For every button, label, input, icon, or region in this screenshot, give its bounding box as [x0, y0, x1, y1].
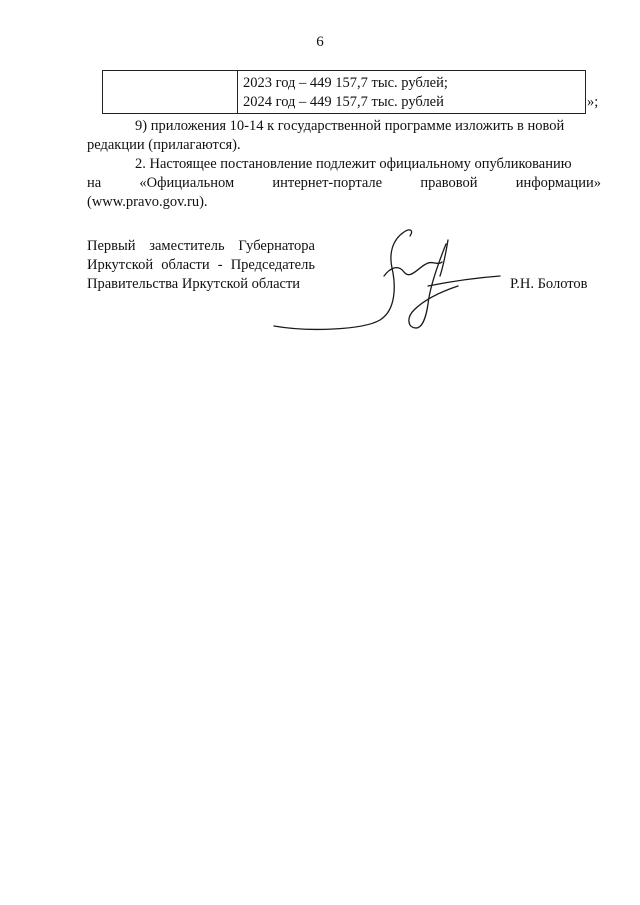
signatory-word: - [217, 257, 223, 273]
budget-table-fragment [102, 70, 586, 114]
paragraph-2-word: на [87, 175, 102, 191]
table-cell-funding [243, 74, 448, 112]
signatory-word: заместитель [149, 238, 225, 254]
signatory-word: Первый [87, 238, 136, 254]
signer-name: Р.Н. Болотов [510, 276, 588, 292]
paragraph-2-line-2 [87, 174, 601, 193]
funding-line-2023: 2023 год – 449 157,7 тыс. рублей; [243, 75, 448, 91]
paragraph-2-word: интернет-портале [272, 175, 383, 191]
paragraph-2-line-1: 2. Настоящее постановление подлежит официальному опубликованию [135, 156, 572, 172]
signatory-word: Председатель [230, 257, 315, 273]
handwritten-signature [268, 224, 508, 339]
paragraph-2-line-3: (www.pravo.gov.ru). [87, 194, 208, 210]
closing-quote: »; [587, 94, 599, 110]
table-column-divider [237, 71, 238, 113]
signatory-word: Иркутской [87, 257, 154, 273]
page-number: 6 [316, 34, 324, 50]
paragraph-item-2 [87, 155, 601, 212]
funding-line-2024: 2024 год – 449 157,7 тыс. рублей [243, 94, 444, 110]
signatory-word: Губернатора [238, 238, 315, 254]
signatory-word: области [161, 257, 210, 273]
signatory-line-3: Правительства Иркутской области [87, 276, 301, 292]
paragraph-2-word: правовой [420, 175, 478, 191]
paragraph-9-line-2: редакции (прилагаются). [87, 137, 241, 153]
paragraph-9-line-1: 9) приложения 10-14 к государственной программе изложить в новой [135, 118, 565, 134]
paragraph-2-word: информации» [515, 175, 601, 191]
paragraph-2-word: «Официальном [139, 175, 235, 191]
paragraph-item-9 [87, 117, 601, 155]
